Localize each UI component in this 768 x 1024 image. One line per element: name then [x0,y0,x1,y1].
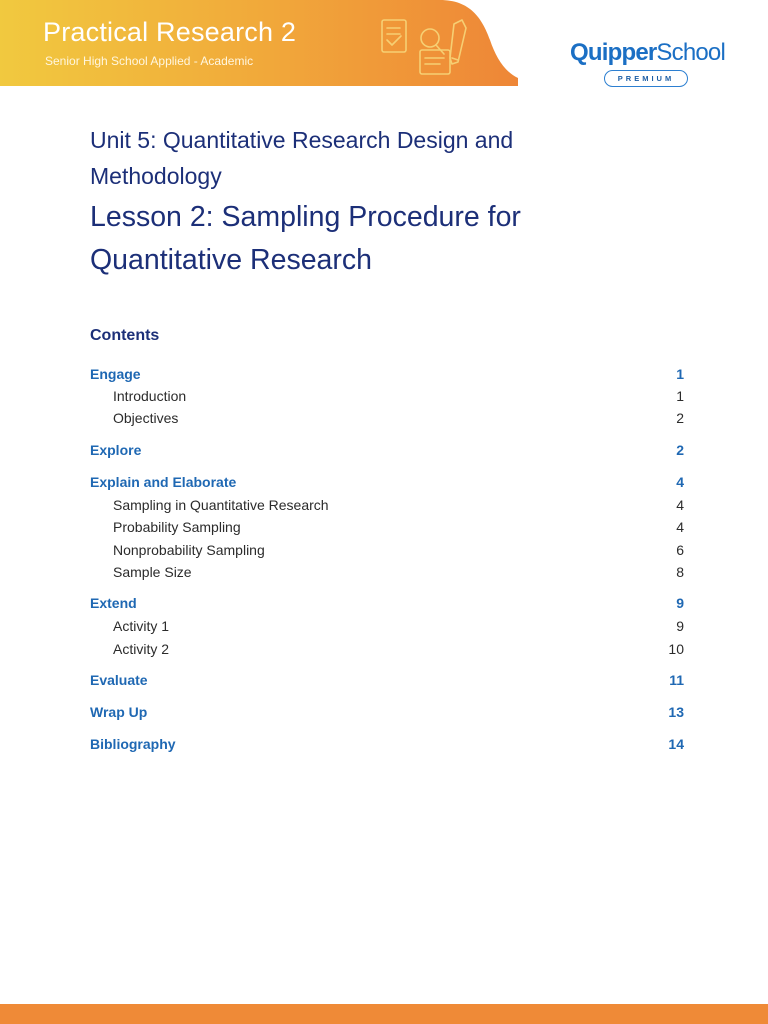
toc-item-label: Probability Sampling [113,519,241,535]
toc-item-sampling-in-quantitative-research[interactable] [90,495,684,515]
toc-item-label: Sampling in Quantitative Research [113,497,329,513]
toc-item-label: Activity 1 [113,618,170,634]
toc-item-label: Nonprobability Sampling [113,542,265,558]
toc-section-label: Wrap Up [90,704,148,720]
toc-section-label: Extend [90,595,137,611]
toc-section-explain-and-elaborate[interactable] [90,472,684,492]
logo-wordmark [570,38,725,68]
contents-heading: Contents [90,327,160,344]
toc-section-label: Explore [90,442,142,458]
toc-item-activity-2[interactable] [90,639,684,659]
toc-page-number: 11 [669,672,684,688]
toc-page-number: 8 [676,564,684,580]
header-banner [0,0,520,86]
toc-page-number: 4 [676,497,684,513]
research-documents-icon [378,14,473,80]
toc-section-label: Evaluate [90,672,148,688]
toc-section-extend[interactable] [90,593,684,613]
toc-item-probability-sampling[interactable] [90,517,684,537]
toc-page-number: 1 [676,366,684,382]
toc-page-number: 9 [676,618,684,634]
toc-item-label: Activity 2 [113,641,170,657]
lesson-title: Lesson 2: Sampling Procedure for Quantitative Research [90,201,521,276]
toc-item-nonprobability-sampling[interactable] [90,540,684,560]
quipper-school-logo [570,38,725,90]
logo-brand-part1: Quipper [570,39,657,66]
subject-strand: Senior High School Applied - Academic [45,54,254,68]
toc-page-number: 9 [676,595,684,611]
toc-item-label: Objectives [113,410,179,426]
toc-page-number: 13 [668,704,684,720]
toc-item-introduction[interactable] [90,386,684,406]
toc-page-number: 4 [676,519,684,535]
toc-item-objectives[interactable] [90,408,684,428]
toc-section-label: Engage [90,366,141,382]
toc-page-number: 2 [676,442,684,458]
toc-page-number: 2 [676,410,684,426]
toc-section-wrap-up[interactable] [90,702,684,722]
toc-page-number: 4 [676,474,684,490]
footer-bar [0,1004,768,1024]
toc-section-bibliography[interactable] [90,734,684,754]
toc-section-explore[interactable] [90,440,684,460]
premium-badge: PREMIUM [604,70,688,87]
subject-title: Practical Research 2 [43,17,297,47]
toc-item-activity-1[interactable] [90,616,684,636]
toc-page-number: 10 [668,641,684,657]
logo-brand-part2: School [656,39,725,66]
toc-section-label: Bibliography [90,736,176,752]
toc-section-evaluate[interactable] [90,670,684,690]
toc-page-number: 6 [676,542,684,558]
toc-page-number: 14 [668,736,684,752]
toc-item-label: Introduction [113,388,187,404]
toc-item-sample-size[interactable] [90,562,684,582]
unit-title: Unit 5: Quantitative Research Design and Methodology [90,127,514,189]
toc-item-label: Sample Size [113,564,192,580]
toc-page-number: 1 [676,388,684,404]
toc-section-label: Explain and Elaborate [90,474,237,490]
toc-section-engage[interactable] [90,364,684,384]
